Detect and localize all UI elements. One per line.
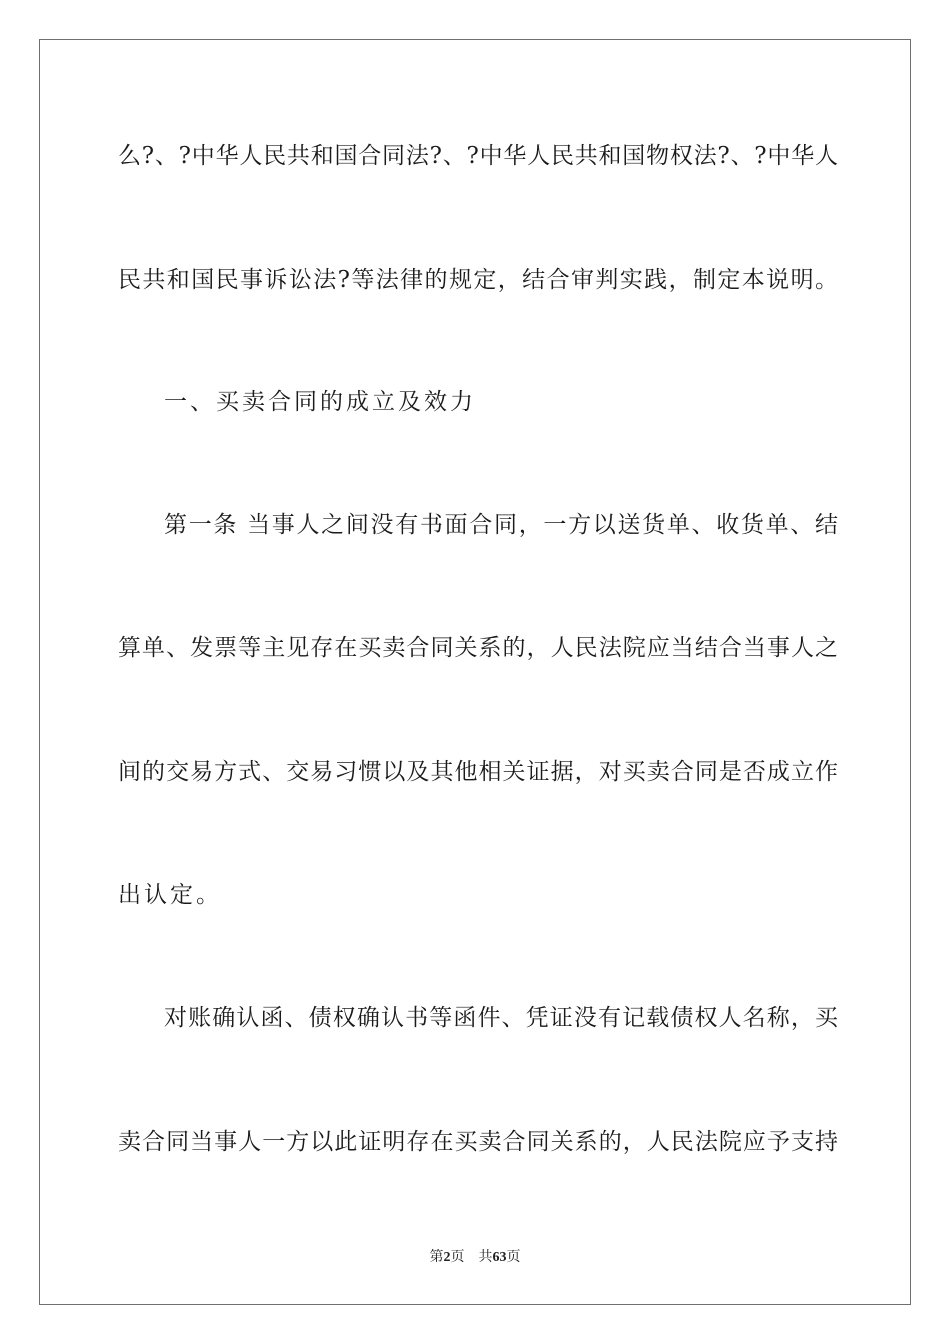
total-suffix: 页 bbox=[506, 1249, 521, 1265]
page-total: 63 bbox=[492, 1250, 507, 1265]
page-current: 2 bbox=[443, 1250, 451, 1265]
article-1-line-3: 间的交易方式、交易习惯以及其他相关证据，对买卖合同是否成立作 bbox=[118, 759, 838, 785]
page-prefix: 第 bbox=[429, 1249, 444, 1265]
paragraph-2-line-2: 卖合同当事人一方以此证明存在买卖合同关系的，人民法院应予支持 bbox=[118, 1129, 838, 1155]
body-line-1: 么?、?中华人民共和国合同法?、?中华人民共和国物权法?、?中华人 bbox=[118, 143, 838, 169]
section-heading: 一、买卖合同的成立及效力 bbox=[164, 389, 476, 415]
paragraph-2-line-1: 对账确认函、债权确认书等函件、凭证没有记载债权人名称，买 bbox=[164, 1005, 838, 1031]
total-prefix: 共 bbox=[478, 1249, 493, 1265]
article-1-line-4: 出认定。 bbox=[118, 882, 222, 908]
article-1-line-1: 第一条 当事人之间没有书面合同，一方以送货单、收货单、结 bbox=[164, 512, 838, 538]
page-footer bbox=[0, 1248, 950, 1267]
page-border bbox=[39, 39, 911, 1305]
page-suffix: 页 bbox=[450, 1249, 465, 1265]
article-1-line-2: 算单、发票等主见存在买卖合同关系的，人民法院应当结合当事人之 bbox=[118, 635, 838, 661]
body-line-2: 民共和国民事诉讼法?等法律的规定，结合审判实践，制定本说明。 bbox=[118, 267, 838, 293]
